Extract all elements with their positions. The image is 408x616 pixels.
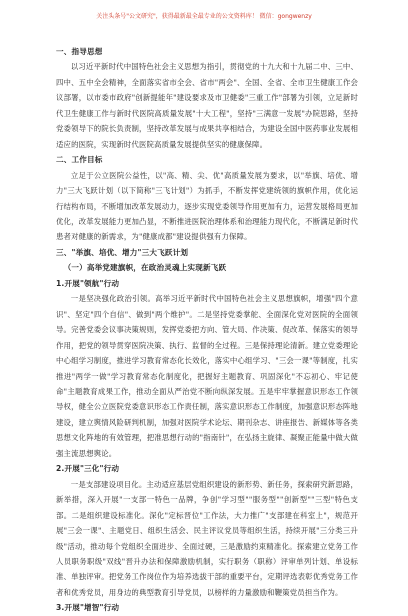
- document-body: [56, 44, 358, 616]
- paragraph-1: 以习近平新时代中国特色社会主义思想为指引，贯彻党的十九大和十九届二中、三中、四中、五中全会精神，全面落实省市全会、省市"两会"、全国、全省、全市卫生健康工作会议部署，以市委市政府"创新提能年"建设要求及市卫健委"三重工作"部署为引领，立足新时代卫生健康工作与新时代医院高质量发展"十大工程"，坚持"三满意一发展"办院思路，坚持党委领导下的院长负责制，坚持改革发展与成果共享相结合，为建设全国中医药事业发展相适应的医院，实现新时代医院高质量发展提供坚实的健康保障。: [56, 62, 358, 149]
- section-heading-2: 二、工作目标: [56, 155, 103, 165]
- item-heading-1: 1.开展"领航"行动: [56, 278, 120, 288]
- paragraph-4: 一是支部建设项目化。主动适应基层党组织建设的新形势、新任务，探索研究新思路，新举措，深入开展"一支部一特色一品牌，争创"学习型""服务型""创新型""三型"特色支部。二是组织建设标准化。深化"定标晋位"工作法，大力推广"支部建在科室上"，规范开展"三会一课"、主题党日、组织生活会、民主评议党员等组织生活，持续开展"三分类三升级"活动，推动每个党组织全面进步、全面过硬，三是激励约束精准化。探索建立党务工作人员职务职级"双线"晋升办法和保障激励机制，实行职务（职称）评审单列计划、单设标准、单独评审。把党务工作岗位作为培养选拔干部的重要平台，定期评选表彰优秀党务工作者和优秀党员，用身边的典型教育引导党员，以榜样的力量激励和鞭策党员担当作为。: [56, 479, 358, 597]
- item-heading-3: 3.开展"增智"行动: [56, 603, 120, 613]
- item-heading-2: 2.开展"三化"行动: [56, 464, 120, 474]
- paragraph-2: 立足于公立医院公益性，以"高、精、尖、优"高质量发展为要求，以"举旗、培优、增力"三大飞跃计划（以下简称"三飞计划"）为抓手，不断发挥党建统领的旗帜作用，优化运行结构布局，不断增加改革发展动力，逐步实现党委领导作用更加有力，运营发展格局更加优化，改革发展能力更加凸显，不断推进医院治理体系和治理能力现代化，不断满足新时代患者对健康的新需求，为"健康成都"建设提供强有力保障。: [56, 170, 358, 242]
- subsection-heading-1: （一）高举党建旗帜，在政治灵魂上实现新飞跃: [63, 263, 227, 273]
- section-heading-3: 三、"举旗、培优、增力"三大飞跃计划: [56, 247, 189, 257]
- section-heading-1: 一、指导思想: [56, 47, 103, 56]
- promo-banner[interactable]: 关注头条号"公文研究"，获得最新最全最专业的公文资料库！ 微信：gongwenzy: [96, 13, 312, 20]
- paragraph-3: 一是坚决强化政治引领。高举习近平新时代中国特色社会主义思想旗帜，增强"四个意识"、坚定"四个自信"、做到"两个维护"。二是坚持党委掌舵、全面深化党对医院的全面领导。完善党委会议事决策规则，发挥党委把方向、管大局、作决策、促改革、保落实的领导作用，把党的领导贯穿医院决策、执行、监督的全过程。三是保持理论清新。建立党委理论中心组学习制度，推进学习教育常态化长效化，落实中心组学习、"三会一课"等制度，扎实推进"两学一做"学习教育常态化制度化，把握好主题教育、巩固深化"不忘初心、牢记使命"主题教育成果工作，推动全面从严治党不断向纵深发展。五是牢牢掌握意识形态工作领导权，健全公立医院党委意识形态工作责任制，落实意识形态工作制度，加强意识形态阵地建设，建立舆情风险研判机制，加强对医院学术论坛、期刊杂志、讲座报告、新媒体等各类思想文化阵地的有效管理，把准思想行动的"指南针"，在弘扬主旋律、凝聚正能量中做大做强主流思想舆论。: [56, 294, 358, 458]
